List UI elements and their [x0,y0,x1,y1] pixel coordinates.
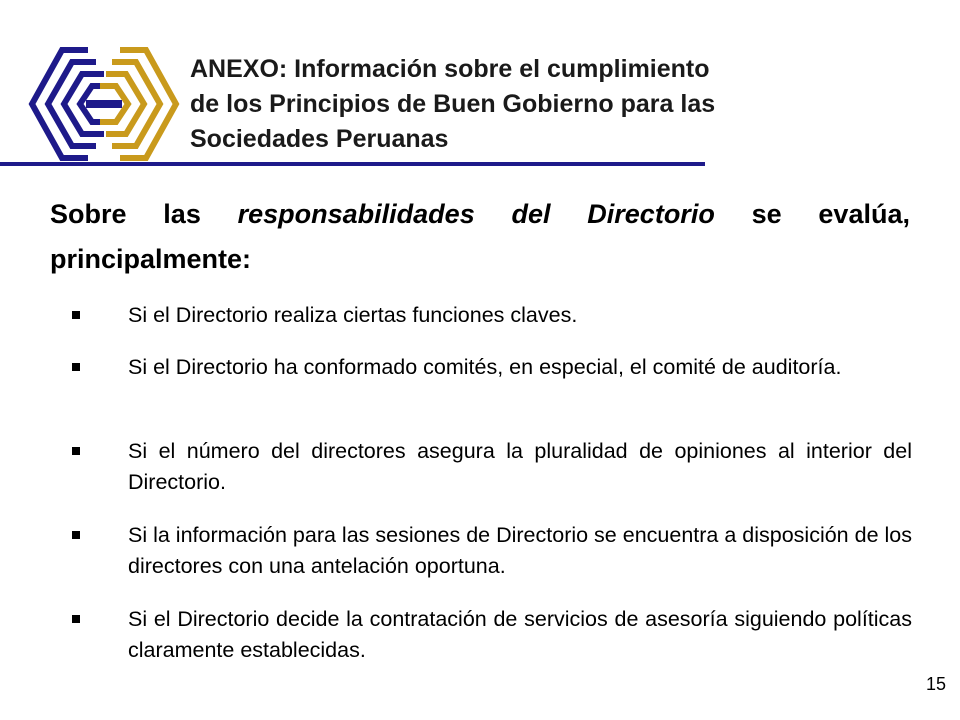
list-item-text: Si el Directorio decide la contratación de servicios de asesoría siguiendo políticas claramente establecidas. [128,607,912,662]
page-title [190,52,890,157]
title-line-3: Sociedades Peruanas [190,125,449,153]
intro-prefix: Sobre las [50,199,238,229]
list-item [72,520,912,582]
list-item-text: Si la información para las sesiones de Directorio se encuentra a disposición de los directores con una antelación oportuna. [128,523,912,578]
institutional-logo-icon [26,44,182,164]
list-item [72,436,912,498]
intro-suffix: se evalúa, principalmente: [50,199,910,274]
list-item-text: Si el Directorio realiza ciertas funciones claves. [128,303,578,327]
list-item-text: Si el número del directores asegura la pluralidad de opiniones al interior del Directorio. [128,439,912,494]
page-number: 15 [925,674,946,694]
list-item-text: Si el Directorio ha conformado comités, en especial, el comité de auditoría. [128,355,842,379]
header-divider [0,162,705,166]
title-line-1: ANEXO: Información sobre el cumplimiento [190,55,710,83]
section-intro [50,192,910,282]
list-item [72,352,912,383]
square-bullet-icon [72,311,80,319]
list-item [72,604,912,666]
title-line-2: de los Principios de Buen Gobierno para las [190,90,716,118]
intro-emphasis: responsabilidades del Directorio [237,199,715,229]
square-bullet-icon [72,531,80,539]
list-item [72,300,912,331]
square-bullet-icon [72,615,80,623]
square-bullet-icon [72,363,80,371]
square-bullet-icon [72,447,80,455]
